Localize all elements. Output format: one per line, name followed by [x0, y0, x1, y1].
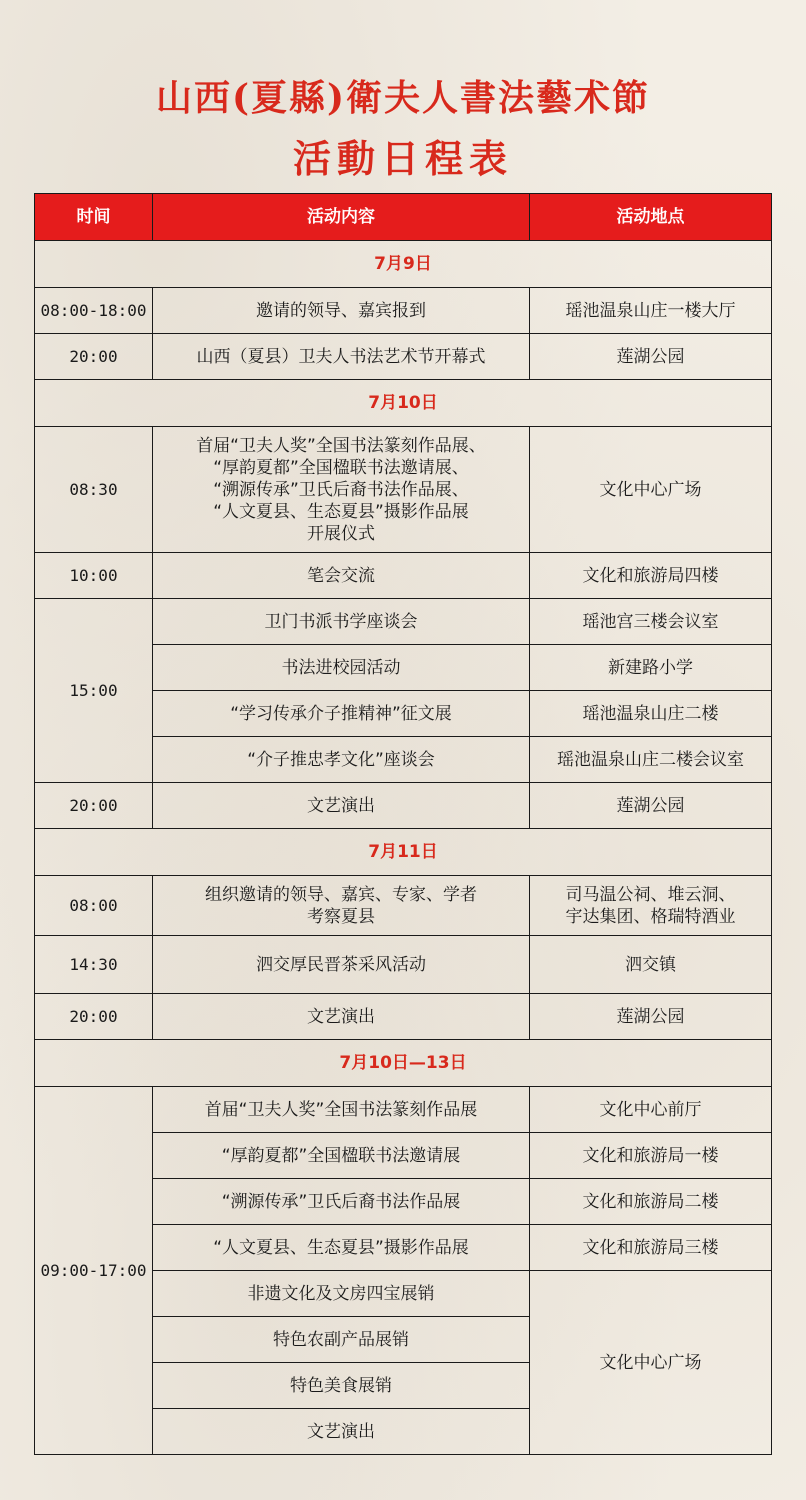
table-row: [35, 783, 772, 829]
location-cell: 文化和旅游局二楼: [530, 1179, 772, 1225]
time-cell: 20:00: [35, 783, 153, 829]
date-label: 7月10日—13日: [35, 1040, 772, 1087]
table-row: [35, 553, 772, 599]
activity-cell: 文艺演出: [153, 783, 530, 829]
location-cell: 文化和旅游局三楼: [530, 1225, 772, 1271]
activity-cell: “溯源传承”卫氏后裔书法作品展: [153, 1179, 530, 1225]
table-row: [35, 1087, 772, 1133]
activity-cell: “厚韵夏都”全国楹联书法邀请展: [153, 1133, 530, 1179]
activity-cell: 邀请的领导、嘉宾报到: [153, 288, 530, 334]
location-cell: 泗交镇: [530, 936, 772, 994]
activity-cell: [153, 427, 530, 553]
header-activity: 活动内容: [153, 194, 530, 241]
location-cell: 莲湖公园: [530, 994, 772, 1040]
time-cell: 08:00-18:00: [35, 288, 153, 334]
time-cell: 20:00: [35, 334, 153, 380]
date-label: 7月9日: [35, 241, 772, 288]
activity-cell: “学习传承介子推精神”征文展: [153, 691, 530, 737]
activity-cell: [153, 876, 530, 936]
time-cell: 10:00: [35, 553, 153, 599]
table-row: [35, 994, 772, 1040]
time-cell: 20:00: [35, 994, 153, 1040]
time-cell: 08:30: [35, 427, 153, 553]
table-row: [35, 599, 772, 645]
activity-cell: “介子推忠孝文化”座谈会: [153, 737, 530, 783]
header-location: 活动地点: [530, 194, 772, 241]
activity-cell: 卫门书派书学座谈会: [153, 599, 530, 645]
location-cell: 瑶池温泉山庄二楼会议室: [530, 737, 772, 783]
activity-line: “溯源传承”卫氏后裔书法作品展、: [213, 479, 469, 500]
table-row: [35, 427, 772, 553]
time-cell: 09:00-17:00: [35, 1087, 153, 1455]
activity-cell: 特色农副产品展销: [153, 1317, 530, 1363]
date-row: [35, 1040, 772, 1087]
date-row: [35, 829, 772, 876]
activity-cell: 非遗文化及文房四宝展销: [153, 1271, 530, 1317]
schedule-table: [34, 193, 772, 1455]
sub-title: 活動日程表: [292, 136, 513, 181]
location-cell: 莲湖公园: [530, 334, 772, 380]
location-cell: 文化中心广场: [530, 427, 772, 553]
activity-cell: 文艺演出: [153, 1409, 530, 1455]
location-cell: 瑶池温泉山庄二楼: [530, 691, 772, 737]
location-cell: 文化和旅游局四楼: [530, 553, 772, 599]
activity-cell: 首届“卫夫人奖”全国书法篆刻作品展: [153, 1087, 530, 1133]
date-row: [35, 380, 772, 427]
activity-cell: 泗交厚民晋茶采风活动: [153, 936, 530, 994]
activity-line: 首届“卫夫人奖”全国书法篆刻作品展、: [196, 435, 486, 456]
time-cell: 08:00: [35, 876, 153, 936]
location-cell: 瑶池温泉山庄一楼大厅: [530, 288, 772, 334]
activity-cell: 文艺演出: [153, 994, 530, 1040]
location-cell: 文化中心前厅: [530, 1087, 772, 1133]
activity-cell: 山西（夏县）卫夫人书法艺术节开幕式: [153, 334, 530, 380]
location-cell: 文化和旅游局一楼: [530, 1133, 772, 1179]
table-row: [35, 876, 772, 936]
activity-line: “人文夏县、生态夏县”摄影作品展: [213, 501, 469, 522]
table-row: [35, 936, 772, 994]
activity-cell: 特色美食展销: [153, 1363, 530, 1409]
time-cell: 14:30: [35, 936, 153, 994]
location-cell: 莲湖公园: [530, 783, 772, 829]
activity-line: 考察夏县: [307, 906, 375, 927]
activity-line: 开展仪式: [307, 523, 375, 544]
location-cell: 新建路小学: [530, 645, 772, 691]
activity-line: “厚韵夏都”全国楹联书法邀请展、: [213, 457, 469, 478]
main-title: 山西(夏縣)衛夫人書法藝术節: [155, 77, 651, 119]
date-label: 7月11日: [35, 829, 772, 876]
date-label: 7月10日: [35, 380, 772, 427]
location-line: 宇达集团、格瑞特酒业: [565, 906, 736, 927]
header-time: 时间: [35, 194, 153, 241]
activity-cell: “人文夏县、生态夏县”摄影作品展: [153, 1225, 530, 1271]
time-cell: 15:00: [35, 599, 153, 783]
location-cell: 文化中心广场: [530, 1271, 772, 1455]
date-row: [35, 241, 772, 288]
activity-line: 组织邀请的领导、嘉宾、专家、学者: [205, 884, 477, 905]
location-cell: [530, 876, 772, 936]
location-line: 司马温公祠、堆云洞、: [565, 884, 736, 905]
table-row: [35, 334, 772, 380]
table-row: [35, 288, 772, 334]
location-cell: 瑶池宫三楼会议室: [530, 599, 772, 645]
activity-cell: 笔会交流: [153, 553, 530, 599]
activity-cell: 书法进校园活动: [153, 645, 530, 691]
table-header-row: [35, 194, 772, 241]
